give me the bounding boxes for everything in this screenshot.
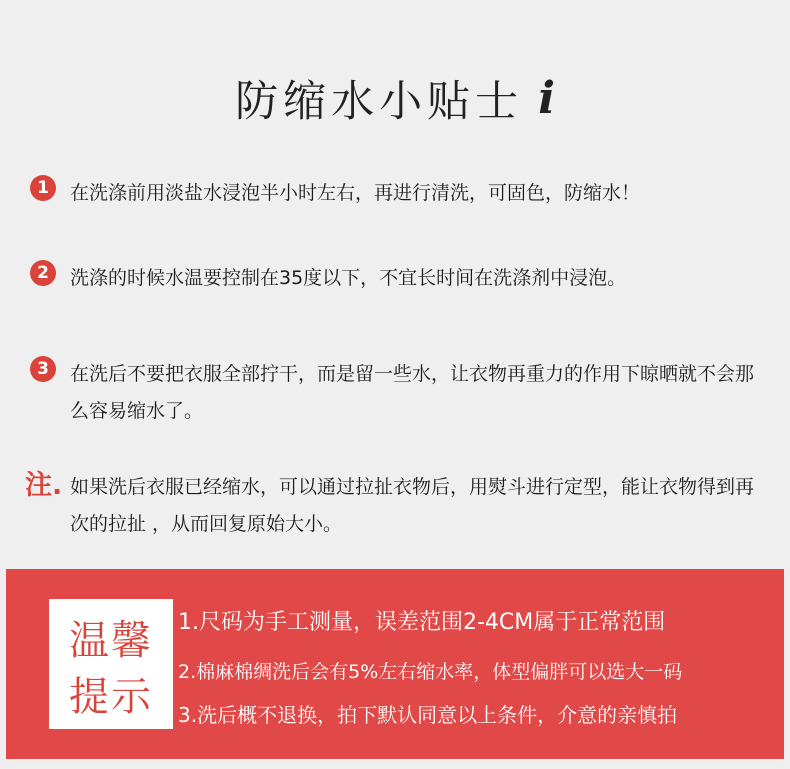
title-block	[0, 68, 790, 129]
note-text: 如果洗后衣服已经缩水，可以通过拉扯衣物后，用熨斗进行定型，能让衣物得到再次的拉扯 ，从而回复原始大小。	[70, 476, 755, 535]
badge-line-1: 温馨	[69, 618, 153, 664]
number-badge-1: 1	[30, 175, 56, 201]
reminder-badge	[49, 599, 173, 729]
badge-line-2: 提示	[69, 674, 153, 720]
tip-text-1: 在洗涤前用淡盐水浸泡半小时左右，再进行清洗，可固色，防缩水！	[70, 182, 641, 204]
number-badge-2: 2	[30, 260, 56, 286]
tip-text-3: 在洗后不要把衣服全部拧干，而是留一些水，让衣物再重力的作用下晾晒就不会那么容易缩水了。	[70, 363, 755, 422]
reminder-item-2: 2.棉麻棉绸洗后会有5%左右缩水率，体型偏胖可以选大一码	[178, 661, 683, 683]
reminder-item-1: 1.尺码为手工测量，误差范围2-4CM属于正常范围	[178, 610, 666, 635]
tip-item-1	[30, 175, 770, 212]
tip-item-2	[30, 260, 770, 297]
reminder-panel	[6, 569, 784, 759]
note-marker: 注.	[25, 470, 63, 501]
tip-item-3	[30, 356, 770, 430]
page-title: 防缩水小贴士	[235, 77, 524, 127]
info-icon: i	[538, 73, 555, 124]
reminder-item-3: 3.洗后概不退换，拍下默认同意以上条件，介意的亲慎拍	[178, 703, 678, 727]
number-badge-3: 3	[30, 356, 56, 382]
note-item	[25, 469, 770, 543]
tip-text-2: 洗涤的时候水温要控制在35度以下，不宜长时间在洗涤剂中浸泡。	[70, 267, 627, 289]
